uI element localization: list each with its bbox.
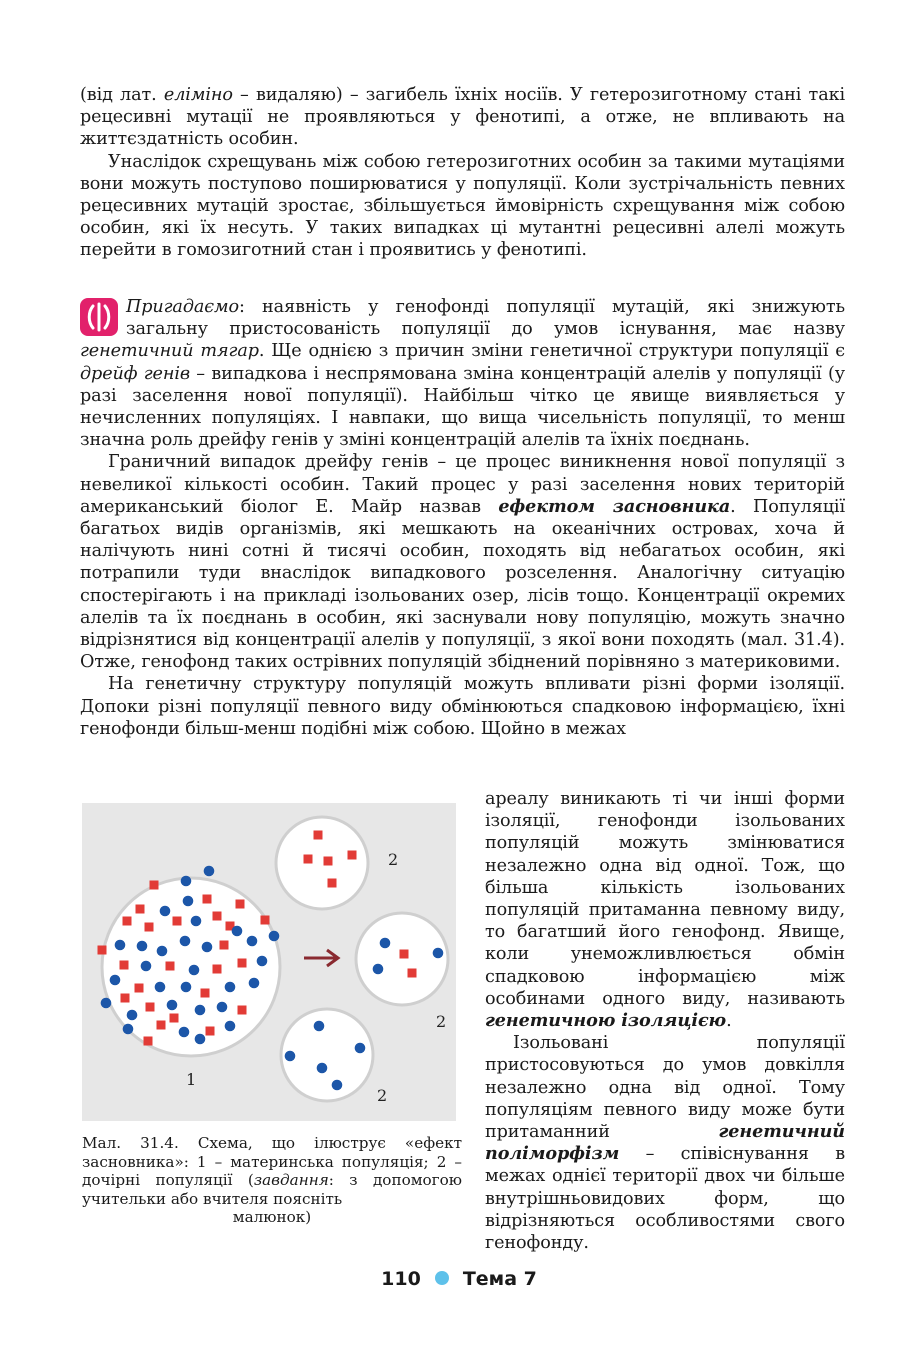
allele-dot-blue: [101, 998, 112, 1009]
allele-dot-blue: [202, 942, 213, 953]
allele-dot-blue: [179, 1027, 190, 1038]
paragraph-spread: Унаслідок схрещувань між собою гетерозиготних особин за такими мутаціями вони можуть поступово поширюватися у популяції. Коли зустрічальність певних рецесивних мутацій зростає, збільшується ймовірність схрещування між собою особин, які їх несуть. У таких випадках ці мутантні рецесивні алелі можуть перейти в гомозиготний стан і проявитись у фенотипі.: [80, 151, 845, 261]
text-block-right: [485, 788, 845, 1254]
allele-square-red: [328, 879, 337, 888]
allele-dot-blue: [195, 1005, 206, 1016]
founder-effect-figure: [82, 803, 456, 1121]
allele-square-red: [157, 1021, 166, 1030]
allele-square-red: [400, 950, 409, 959]
allele-square-red: [304, 855, 313, 864]
allele-dot-blue: [195, 1034, 206, 1045]
allele-square-red: [408, 969, 417, 978]
allele-square-red: [144, 1037, 153, 1046]
daughter-population-2: [356, 913, 448, 1005]
allele-dot-blue: [204, 866, 215, 877]
allele-dot-blue: [181, 876, 192, 887]
allele-square-red: [166, 962, 175, 971]
allele-dot-blue: [247, 936, 258, 947]
allele-square-red: [135, 984, 144, 993]
allele-dot-blue: [225, 982, 236, 993]
allele-square-red: [213, 912, 222, 921]
label-daughter-population: 2: [436, 1012, 447, 1031]
allele-square-red: [238, 1006, 247, 1015]
allele-square-red: [261, 916, 270, 925]
arrow-icon: [304, 950, 338, 966]
allele-dot-blue: [373, 964, 384, 975]
allele-dot-blue: [355, 1043, 366, 1054]
allele-square-red: [123, 917, 132, 926]
paragraph-elimination: (від лат. еліміно – видаляю) – загибель їхніх носіїв. У гетерозиготному стані такі рецесивні мутації не проявляються у фенотипі, а отже, не впливають на життєздатність особин.: [80, 85, 846, 150]
label-mother-population: 1: [186, 1070, 197, 1089]
allele-dot-blue: [189, 965, 200, 976]
allele-dot-blue: [183, 896, 194, 907]
allele-dot-blue: [332, 1080, 343, 1091]
allele-square-red: [173, 917, 182, 926]
allele-dot-blue: [380, 938, 391, 949]
allele-dot-blue: [123, 1024, 134, 1035]
allele-dot-blue: [157, 946, 168, 957]
allele-dot-blue: [137, 941, 148, 952]
allele-square-red: [201, 989, 210, 998]
allele-square-red: [314, 831, 323, 840]
allele-dot-blue: [317, 1063, 328, 1074]
allele-square-red: [203, 895, 212, 904]
allele-dot-blue: [110, 975, 121, 986]
allele-dot-blue: [191, 916, 202, 927]
bullet-icon: [435, 1271, 449, 1285]
allele-dot-blue: [433, 948, 444, 959]
allele-dot-blue: [141, 961, 152, 972]
allele-dot-blue: [127, 1010, 138, 1021]
text-block-top: [80, 84, 845, 262]
allele-square-red: [136, 905, 145, 914]
allele-square-red: [146, 1003, 155, 1012]
allele-dot-blue: [217, 1002, 228, 1013]
allele-square-red: [348, 851, 357, 860]
allele-square-red: [170, 1014, 179, 1023]
topic-label: Тема 7: [462, 1268, 537, 1290]
allele-square-red: [324, 857, 333, 866]
mother-population: [98, 866, 281, 1056]
allele-square-red: [121, 994, 130, 1003]
daughter-population-1: [276, 817, 368, 909]
allele-dot-blue: [232, 926, 243, 937]
allele-square-red: [120, 961, 129, 970]
text-block-main: [80, 296, 845, 740]
allele-square-red: [206, 1027, 215, 1036]
allele-square-red: [150, 881, 159, 890]
allele-square-red: [220, 941, 229, 950]
paragraph-isolation-intro: На генетичну структуру популяцій можуть впливати різні форми ізоляції. Допоки різні популяції певного виду обмінюються спадковою інформацією, їхні генофонди більш-менш подібні між собою. Щойно в межах: [80, 674, 845, 739]
page-footer: [0, 1268, 918, 1290]
allele-dot-blue: [115, 940, 126, 951]
allele-dot-blue: [167, 1000, 178, 1011]
allele-dot-blue: [257, 956, 268, 967]
allele-square-red: [236, 900, 245, 909]
page-number: 110: [381, 1268, 421, 1290]
paragraph-polymorphism: Ізольовані популяції пристосовуються до умов довкілля незалежно одна від одної. Тому популяціям певного виду може бути притаманний генетичний поліморфізм – співіснування в межах однієї території двох чи більше внутрішньовидових форм, що відрізняються особливостями свого генофонду.: [485, 1033, 845, 1254]
allele-dot-blue: [225, 1021, 236, 1032]
allele-dot-blue: [269, 931, 280, 942]
figure-caption: Мал. 31.4. Схема, що ілюструє «ефект засновника»: 1 – материнська популяція; 2 – дочірні популяції (завдання: з допомогою учительки або вчителя поясніть малюнок): [82, 1134, 462, 1227]
paragraph-founder-effect: Граничний випадок дрейфу генів – це процес виникнення нової популяції з невеликої кількості особин. Такий процес у разі заселення нових територій американський біолог Е. Майр назвав ефектом засновника. Популяції багатьох видів організмів, які мешкають на океанічних островах, хоча й налічують нині сотні й тисячі особин, походять від небагатьох особин, які потрапили туди внаслідок випадкового розселення. Аналогічну ситуацію спостерігають і на прикладі ізольованих озер, лісів тощо. Концентрації окремих алелів та їх поєднань в особин, які заснували нову популяцію, можуть значно відрізнятися від концентрації алелів у популяції, з якої вони походять (мал. 31.4). Отже, генофонд таких острівних популяцій збіднений порівняно з материковими.: [80, 452, 845, 673]
allele-square-red: [145, 923, 154, 932]
allele-square-red: [238, 959, 247, 968]
label-daughter-population: 2: [377, 1086, 388, 1105]
label-daughter-population: 2: [388, 850, 399, 869]
allele-dot-blue: [181, 982, 192, 993]
allele-dot-blue: [249, 978, 260, 989]
paragraph-genetic-isolation: ареалу виникають ті чи інші форми ізоляції, генофонди ізольованих популяцій можуть змінюватися незалежно одна від одної. Тож, що більша кількість ізольованих популяцій притаманна певному виду, то багатший його генофонд. Явище, коли унеможливлюється обмін спадковою інформацією між особинами одного виду, називають генетичною ізоляцією.: [485, 789, 845, 1032]
daughter-population-3: [281, 1009, 373, 1101]
allele-dot-blue: [155, 982, 166, 993]
allele-dot-blue: [160, 906, 171, 917]
allele-square-red: [98, 946, 107, 955]
paragraph-remember: Пригадаємо: наявність у генофонді популяції мутацій, які знижують загальну пристосованість популяції до умов існування, має назву генетичний тягар. Ще однією з причин зміни генетичної структури популяції є дрейф генів – випадкова і неспрямована зміна концентрацій алелів у популяції (у разі заселення нової популяції). Найбільш чітко це явище виявляється у нечисленних популяціях. І навпаки, що вища чисельність популяції, то менш значна роль дрейфу генів у зміні концентрацій алелів та їхніх поєднань.: [80, 297, 846, 451]
allele-dot-blue: [314, 1021, 325, 1032]
allele-dot-blue: [180, 936, 191, 947]
allele-square-red: [213, 965, 222, 974]
allele-dot-blue: [285, 1051, 296, 1062]
